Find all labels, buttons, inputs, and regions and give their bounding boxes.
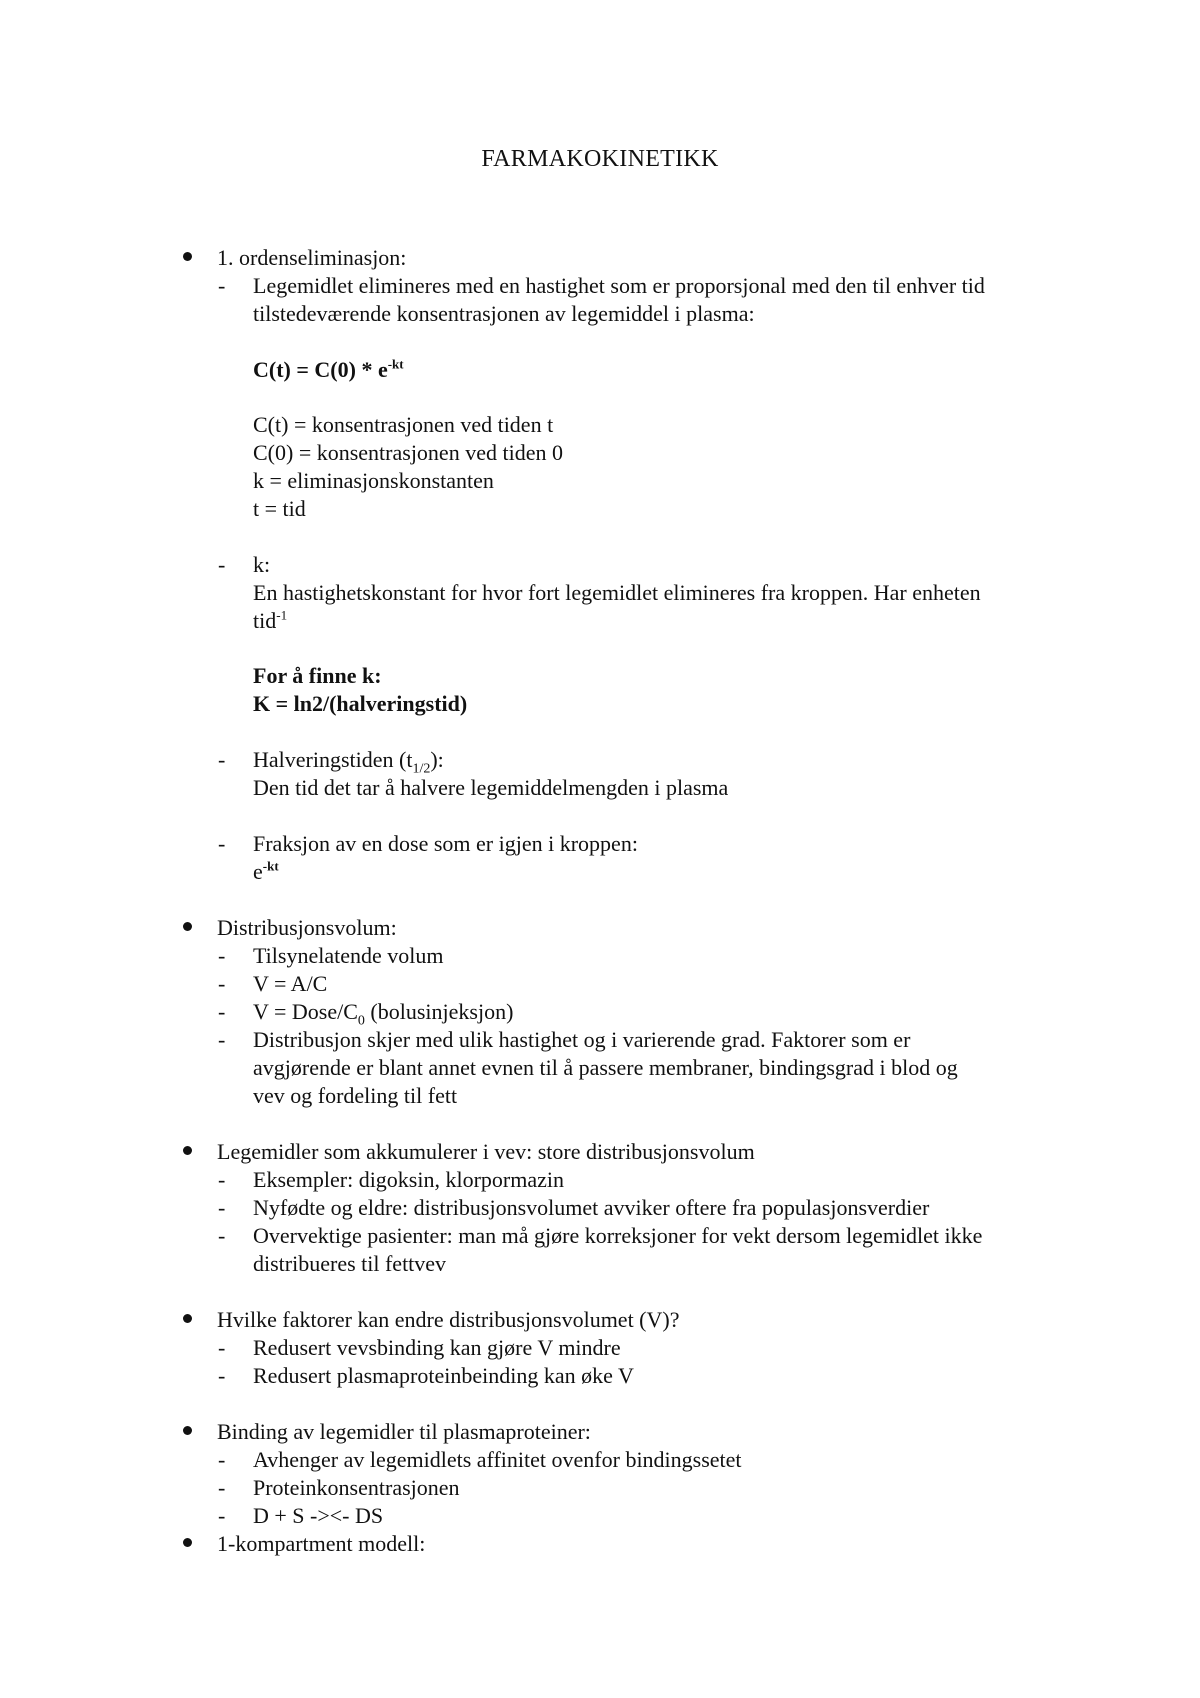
text-line: avgjørende er blant annet evnen til å passere membraner, bindingsgrad i blod og <box>253 1055 958 1080</box>
formula-text: C(t) = C(0) * e <box>253 357 388 382</box>
dash-marker: - <box>218 831 226 856</box>
bullet-icon <box>183 252 192 261</box>
dash-marker: - <box>218 552 226 577</box>
dose-note: (bolusinjeksjon) <box>364 999 514 1024</box>
dash-marker: - <box>218 747 226 772</box>
dash-marker: - <box>218 943 226 968</box>
dash-marker: - <box>218 999 226 1024</box>
dash-marker: - <box>218 1363 226 1388</box>
section-heading: Hvilke faktorer kan endre distribusjonsvolumet (V)? <box>217 1307 680 1332</box>
text-line <box>253 747 444 777</box>
section-heading: Binding av legemidler til plasmaproteiner: <box>217 1419 591 1444</box>
definition-line: t = tid <box>253 496 306 521</box>
bullet-icon <box>183 1146 192 1155</box>
definition-line: C(0) = konsentrasjonen ved tiden 0 <box>253 440 563 465</box>
dash-marker: - <box>218 1503 226 1528</box>
half-end: ): <box>430 747 444 772</box>
text-line: V = A/C <box>253 971 328 996</box>
text-line: Avhenger av legemidlets affinitet ovenfor bindingssetet <box>253 1447 742 1472</box>
find-k-heading: For å finne k: <box>253 663 382 688</box>
text-line: Redusert vevsbinding kan gjøre V mindre <box>253 1335 621 1360</box>
bullet-icon <box>183 922 192 931</box>
text-line: Eksempler: digoksin, klorpormazin <box>253 1167 564 1192</box>
text-line: Proteinkonsentrasjonen <box>253 1475 460 1500</box>
text-line: distribueres til fettvev <box>253 1251 447 1276</box>
text-line <box>253 999 514 1029</box>
dash-marker: - <box>218 971 226 996</box>
bullet-icon <box>183 1538 192 1547</box>
text-line: Fraksjon av en dose som er igjen i kroppen: <box>253 831 638 856</box>
dash-marker: - <box>218 1195 226 1220</box>
formula-exponent: -kt <box>387 356 404 372</box>
find-k-formula: K = ln2/(halveringstid) <box>253 691 468 716</box>
definition-line: k = eliminasjonskonstanten <box>253 468 494 493</box>
bullet-icon <box>183 1426 192 1435</box>
dash-marker: - <box>218 1027 226 1052</box>
dash-marker: - <box>218 1223 226 1248</box>
dash-marker: - <box>218 1475 226 1500</box>
bullet-icon <box>183 1314 192 1323</box>
text-line: Overvektige pasienter: man må gjøre korreksjoner for vekt dersom legemidlet ikke <box>253 1223 983 1248</box>
section-heading: Distribusjonsvolum: <box>217 915 397 940</box>
text-line <box>253 691 467 717</box>
text-line: D + S -><- DS <box>253 1503 384 1528</box>
fraction-base: e <box>253 859 263 884</box>
dash-marker: - <box>218 273 226 298</box>
page-title: FARMAKOKINETIKK <box>481 146 719 172</box>
section-heading: 1-kompartment modell: <box>217 1531 426 1556</box>
text-line: Redusert plasmaproteinbeinding kan øke V <box>253 1363 634 1388</box>
text-line: Nyfødte og eldre: distribusjonsvolumet avviker oftere fra populasjonsverdier <box>253 1195 930 1220</box>
text-line: Tilsynelatende volum <box>253 943 444 968</box>
text-line <box>253 608 287 634</box>
text-line: Distribusjon skjer med ulik hastighet og i varierende grad. Faktorer som er <box>253 1027 911 1052</box>
text-line: vev og fordeling til fett <box>253 1083 458 1108</box>
dash-marker: - <box>218 1167 226 1192</box>
fraction-exponent: -kt <box>262 858 279 874</box>
unit-exponent: -1 <box>276 607 288 623</box>
dash-marker: - <box>218 1447 226 1472</box>
unit-text: tid <box>253 608 277 633</box>
half-sub: 1/2 <box>412 761 431 777</box>
section-heading: 1. ordenseliminasjon: <box>217 245 407 270</box>
formula-main <box>253 357 404 383</box>
text-line: En hastighetskonstant for hvor fort legemidlet elimineres fra kroppen. Har enheten <box>253 580 981 605</box>
text-line <box>253 859 279 885</box>
dose-sub: 0 <box>357 1013 365 1029</box>
text-line: Den tid det tar å halvere legemiddelmengden i plasma <box>253 775 729 800</box>
text-line: Legemidlet elimineres med en hastighet som er proporsjonal med den til enhver tid <box>253 273 985 298</box>
definition-line: C(t) = konsentrasjonen ved tiden t <box>253 412 554 437</box>
dose-text: V = Dose/C <box>253 999 358 1024</box>
text-line: k: <box>253 552 271 577</box>
text-line: tilstedeværende konsentrasjonen av legemiddel i plasma: <box>253 301 755 326</box>
section-heading: Legemidler som akkumulerer i vev: store distribusjonsvolum <box>217 1139 755 1164</box>
half-label: Halveringstiden (t <box>253 747 413 772</box>
text-line <box>253 663 382 689</box>
dash-marker: - <box>218 1335 226 1360</box>
